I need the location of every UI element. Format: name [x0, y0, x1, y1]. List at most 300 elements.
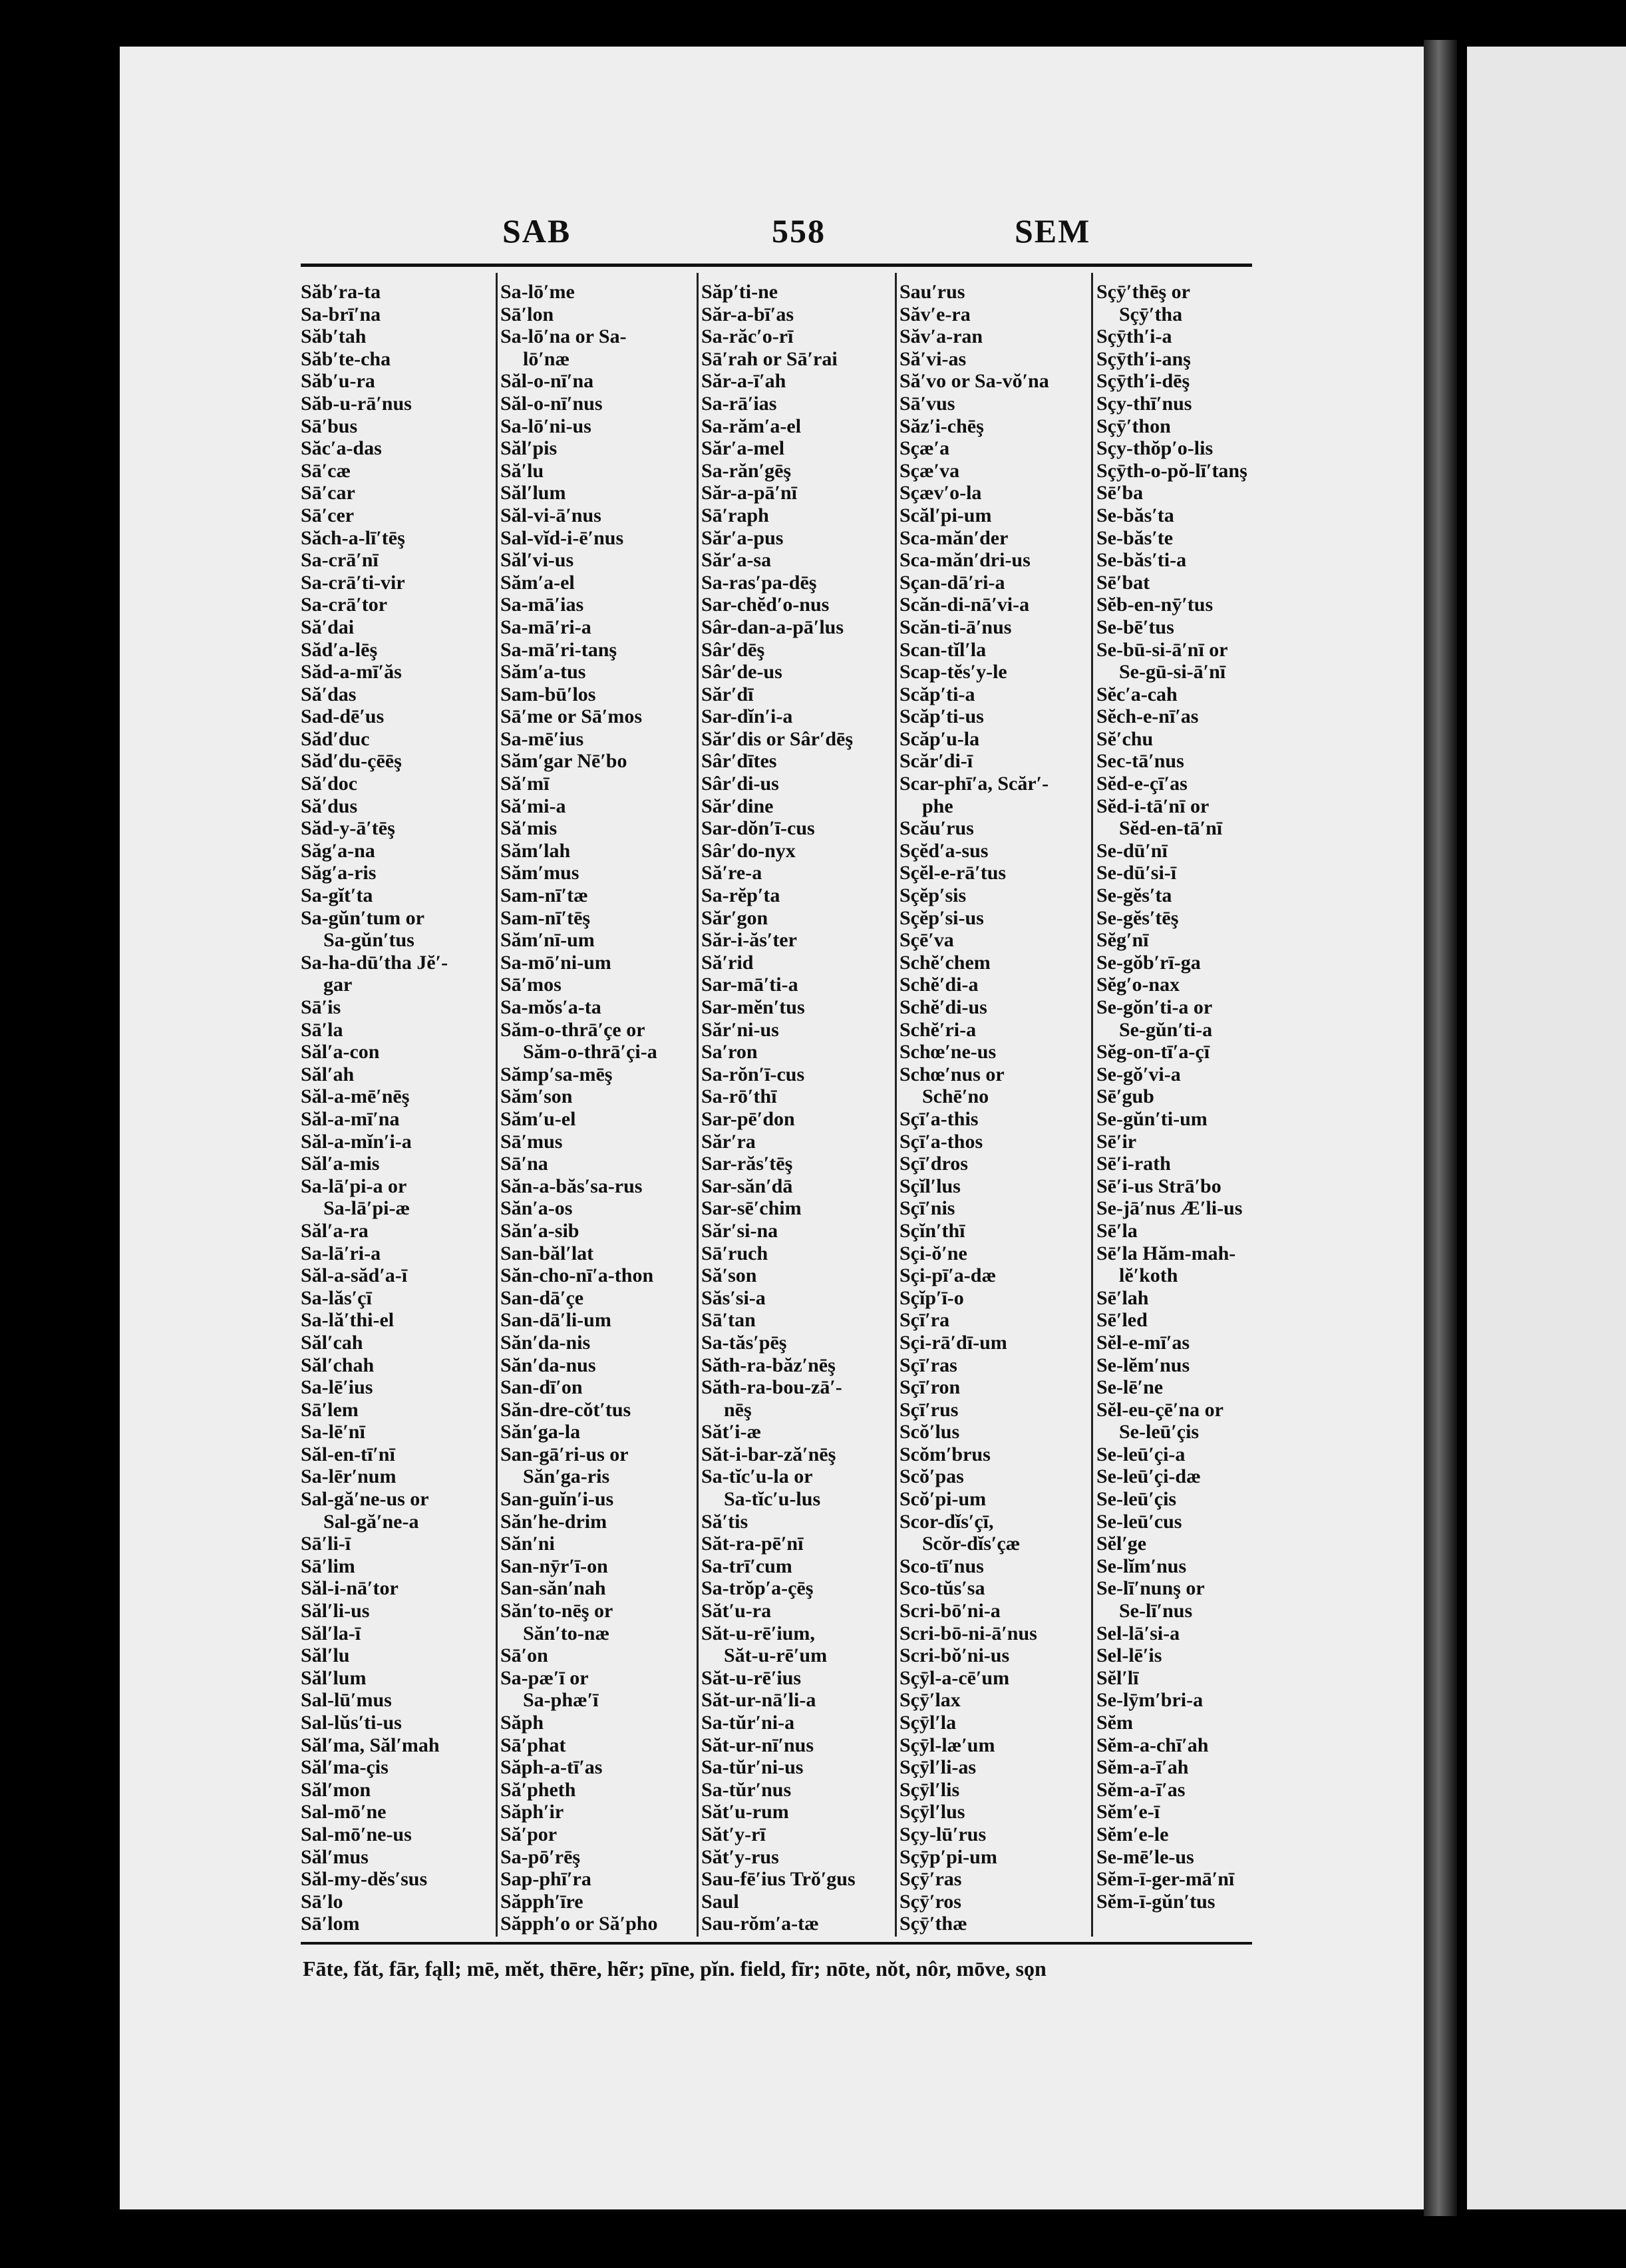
dictionary-entry: Scri-bō′ni-a [899, 1600, 1001, 1622]
dictionary-entry: Se-gŏ′vi-a [1096, 1063, 1181, 1085]
dictionary-entry: Se-băs′ti-a [1096, 549, 1187, 572]
dictionary-entry: Sĕm′e-le [1096, 1823, 1169, 1845]
dictionary-entry: Sā′on [500, 1644, 548, 1667]
dictionary-entry: Sa-lē′nī [301, 1421, 365, 1443]
dictionary-entry: Sa-gŭn′tus [323, 929, 414, 952]
dictionary-entry: Sa-crā′tor [301, 594, 388, 616]
dictionary-entry: Sĕ′chu [1096, 727, 1154, 750]
dictionary-entry: Săph-a-tī′as [500, 1756, 603, 1779]
dictionary-entry: Sē′ir [1096, 1130, 1137, 1153]
dictionary-entry: Săl′ma, Săl′mah [301, 1734, 440, 1756]
dictionary-entry: Să′por [500, 1823, 558, 1845]
dictionary-entry: Săm′a-tus [500, 661, 586, 683]
dictionary-entry: Săt′u-ra [701, 1600, 772, 1622]
dictionary-entry: lō′næ [523, 347, 570, 370]
dictionary-entry: Săm′gar Nē′bo [500, 750, 627, 773]
dictionary-entry: Să′doc [301, 773, 358, 795]
dictionary-entry: Săn′a-sib [500, 1219, 579, 1242]
dictionary-entry: Săg′a-ris [301, 862, 377, 884]
dictionary-entry: Sa-tĭc′u-lus [724, 1488, 821, 1511]
dictionary-entry: Sçȳl′la [899, 1712, 957, 1734]
dictionary-entry: Săs′si-a [701, 1286, 766, 1309]
dictionary-entry: gar [323, 974, 353, 996]
dictionary-entry: Sco-tŭs′sa [899, 1577, 985, 1600]
dictionary-entry: Săl′mon [301, 1778, 371, 1801]
dictionary-entry: Sā′ruch [701, 1242, 768, 1264]
dictionary-entry: Săn′ni [500, 1533, 555, 1555]
dictionary-entry: Scŏ′pi-um [899, 1488, 987, 1511]
dictionary-entry: Sĕg′nī [1096, 929, 1149, 952]
dictionary-entry: Sa-rō′thī [701, 1085, 777, 1108]
dictionary-entry: Sa-răc′o-rī [701, 325, 794, 348]
dictionary-entry: Se-dū′nī [1096, 839, 1168, 862]
dictionary-entry: Sam-bū′los [500, 683, 596, 705]
dictionary-entry: Sa-ha-dū′tha Jĕ′- [301, 951, 448, 974]
dictionary-entry: Saul [701, 1890, 739, 1913]
dictionary-entry: Se-gū-si-ā′nī [1119, 661, 1226, 683]
dictionary-entry: Sĕm-ī-gŭn′tus [1096, 1890, 1216, 1913]
column-4 [899, 281, 1089, 1938]
dictionary-entry: Sā′cer [301, 504, 355, 526]
dictionary-entry: Se-băs′ta [1096, 504, 1174, 526]
dictionary-entry: Sā′raph [701, 504, 769, 526]
dictionary-entry: Săr′dis or Sâr′dēş [701, 727, 854, 750]
dictionary-entry: Sa-lă′thi-el [301, 1309, 395, 1332]
dictionary-entry: Se-lī′nunş or [1096, 1577, 1205, 1600]
dictionary-entry: Sçȳl-a-cē′um [899, 1666, 1010, 1689]
dictionary-entry: Sçȳ′ras [899, 1868, 962, 1891]
dictionary-entry: Săl′pis [500, 437, 558, 460]
dictionary-entry: Sa-rĕp′ta [701, 884, 780, 907]
dictionary-entry: Săd′a-lēş [301, 638, 378, 661]
dictionary-entry: Sçi-pī′a-dæ [899, 1264, 997, 1287]
dictionary-entry: Săl-a-săd′a-ī [301, 1264, 408, 1287]
dictionary-entry: Sĕch-e-nī′as [1096, 705, 1199, 728]
dictionary-entry: Sçȳl′lus [899, 1801, 965, 1823]
dictionary-entry: Sar-sē′chim [701, 1197, 802, 1220]
dictionary-entry: Sĕb-en-nȳ′tus [1096, 594, 1214, 616]
footer-rule [301, 1942, 1252, 1945]
dictionary-entry: Sa-lā′pi-æ [323, 1197, 410, 1220]
dictionary-entry: Se-jā′nus Æ′li-us [1096, 1197, 1243, 1220]
dictionary-entry: Schē′no [922, 1085, 989, 1108]
dictionary-entry: Sâr′de-us [701, 661, 782, 683]
dictionary-entry: Săl′cah [301, 1331, 363, 1354]
dictionary-entry: Sçȳ′thon [1096, 415, 1171, 437]
dictionary-entry: Să′vo or Sa-vŏ′na [899, 370, 1049, 393]
dictionary-entry: Sĕd-en-tā′nī [1119, 817, 1223, 840]
dictionary-entry: Scăn-di-nā′vi-a [899, 594, 1030, 616]
dictionary-entry: Sar-mā′ti-a [701, 974, 798, 996]
dictionary-entry: Săz′i-chēş [899, 415, 984, 437]
dictionary-entry: Sĕm-a-ī′ah [1096, 1756, 1189, 1779]
dictionary-entry: Se-leū′çis [1096, 1488, 1177, 1511]
dictionary-entry: Sçȳth-o-pŏ-lī′tanş [1096, 459, 1247, 482]
dictionary-entry: Săn′a-os [500, 1197, 573, 1220]
dictionary-entry: Scău′rus [899, 817, 974, 840]
dictionary-entry: Sçē′va [899, 929, 954, 952]
dictionary-entry: Săt′y-rī [701, 1823, 766, 1845]
dictionary-entry: Sa-răn′gēş [701, 459, 792, 482]
dictionary-entry: Săr′ni-us [701, 1018, 779, 1041]
dictionary-entry: Se-gŏb′rī-ga [1096, 951, 1201, 974]
dictionary-entry: Sa-tŭr′ni-us [701, 1756, 804, 1779]
dictionary-entry: Să′lu [500, 459, 544, 482]
dictionary-entry: Sçȳth′i-anş [1096, 347, 1191, 370]
dictionary-entry: Se-bē′tus [1096, 616, 1174, 638]
dictionary-entry: Sa-tĭc′u-la or [701, 1465, 813, 1488]
column-1 [301, 281, 492, 1938]
dictionary-entry: Să′mis [500, 817, 558, 840]
dictionary-entry: Săr′dī [701, 683, 754, 705]
dictionary-entry: Sçĕd′a-sus [899, 839, 989, 862]
dictionary-entry: Sçī′a-this [899, 1107, 979, 1130]
dictionary-entry: lĕ′koth [1119, 1264, 1178, 1287]
dictionary-entry: Sçĭl′lus [899, 1175, 961, 1197]
dictionary-entry: Săl-a-mē′nēş [301, 1085, 410, 1108]
dictionary-entry: Sĕm [1096, 1712, 1133, 1734]
dictionary-entry: Se-leū′çis [1119, 1421, 1200, 1443]
dictionary-entry: San-săn′nah [500, 1577, 606, 1600]
dictionary-entry: Sē′lah [1096, 1286, 1149, 1309]
dictionary-entry: San-băl′lat [500, 1242, 594, 1264]
dictionary-entry: Sa′ron [701, 1041, 758, 1063]
dictionary-entry: Sa-mā′ri-a [500, 616, 591, 638]
dictionary-entry: Săv′e-ra [899, 303, 971, 325]
dictionary-entry: Sămp′sa-mēş [500, 1063, 613, 1085]
dictionary-entry: Săt-u-rē′um [724, 1644, 828, 1667]
dictionary-entry: Săr-a-pā′nī [701, 482, 798, 504]
dictionary-entry: Sçī′rus [899, 1398, 959, 1421]
dictionary-entry: Sau′rus [899, 281, 965, 303]
dictionary-entry: Sçȳth′i-a [1096, 325, 1172, 348]
dictionary-entry: Sa-gŭn′tum or [301, 906, 424, 929]
dictionary-entry: Se-gĕs′ta [1096, 884, 1172, 907]
dictionary-entry: Săb′tah [301, 325, 367, 348]
dictionary-entry: Sar-chĕd′o-nus [701, 594, 830, 616]
dictionary-entry: Săch-a-lī′tēş [301, 526, 405, 549]
dictionary-entry: Sĕm′e-ī [1096, 1801, 1160, 1823]
dictionary-entry: Scan-tĭl′la [899, 638, 987, 661]
dictionary-entry: Sa-phæ′ī [523, 1689, 599, 1712]
dictionary-entry: San-dā′çe [500, 1286, 584, 1309]
dictionary-entry: Săt′i-æ [701, 1421, 762, 1443]
dictionary-entry: Sa-mŏs′a-ta [500, 996, 601, 1018]
dictionary-entry: Săl′mus [301, 1845, 369, 1868]
dictionary-entry: San-gā′ri-us or [500, 1443, 629, 1465]
page-number: 558 [772, 212, 826, 250]
dictionary-entry: Sā′lon [500, 303, 554, 325]
dictionary-entry: Sal-gă′ne-a [323, 1510, 419, 1533]
dictionary-entry: San-dā′li-um [500, 1309, 611, 1332]
dictionary-entry: Sçĕp′si-us [899, 906, 984, 929]
dictionary-entry: Sel-lā′si-a [1096, 1622, 1180, 1644]
column-2 [500, 281, 695, 1938]
dictionary-entry: Sau-fē′ius Trŏ′gus [701, 1868, 856, 1891]
dictionary-entry: Sā′lo [301, 1890, 343, 1913]
dictionary-entry: Sar-pē′don [701, 1107, 795, 1130]
dictionary-entry: Să′pheth [500, 1778, 576, 1801]
dictionary-entry: Sçȳp′pi-um [899, 1845, 997, 1868]
dictionary-entry: Săl-o-nī′na [500, 370, 594, 393]
dictionary-entry: Sca-măn′der [899, 526, 1009, 549]
dictionary-entry: Sad-dē′us [301, 705, 385, 728]
dictionary-entry: Schĕ′ri-a [899, 1018, 977, 1041]
dictionary-entry: Sçæv′o-la [899, 482, 982, 504]
dictionary-entry: Sā′mos [500, 974, 562, 996]
dictionary-entry: Sĕc′a-cah [1096, 683, 1178, 705]
dictionary-entry: Sçæ′va [899, 459, 960, 482]
dictionary-entry: Se-lī′nus [1119, 1600, 1193, 1622]
dictionary-entry: Sâr′di-us [701, 773, 779, 795]
dictionary-entry: Sa-trī′cum [701, 1555, 792, 1577]
dictionary-entry: Sal-gă′ne-us or [301, 1488, 429, 1511]
dictionary-entry: Săm′nī-um [500, 929, 595, 952]
dictionary-entry: San-nȳr′ī-on [500, 1555, 608, 1577]
dictionary-entry: Sçȳ′thæ [899, 1913, 967, 1935]
dictionary-entry: Sē′la [1096, 1219, 1138, 1242]
dictionary-entry: Sē′led [1096, 1309, 1148, 1332]
dictionary-entry: Sā′car [301, 482, 355, 504]
dictionary-entry: Sĕl′lī [1096, 1666, 1139, 1689]
dictionary-entry: Săl′ah [301, 1063, 355, 1085]
dictionary-entry: Să′re-a [701, 862, 762, 884]
dictionary-entry: Săl′la-ī [301, 1622, 361, 1644]
dictionary-entry: Se-gŏn′ti-a or [1096, 996, 1213, 1018]
dictionary-entry: Sal-vĭd-i-ē′nus [500, 526, 624, 549]
dictionary-entry: Scăp′ti-us [899, 705, 984, 728]
dictionary-entry: Sĕg-on-tī′a-çī [1096, 1041, 1210, 1063]
dictionary-entry: Săn′ga-ris [523, 1465, 610, 1488]
dictionary-entry: Sĕl′ge [1096, 1533, 1147, 1555]
dictionary-entry: Sĕm-ī-ger-mā′nī [1096, 1868, 1235, 1891]
dictionary-entry: Săr′dine [701, 795, 774, 817]
dictionary-entry: Săr-i-ăs′ter [701, 929, 797, 952]
dictionary-entry: Săp′ti-ne [701, 281, 778, 303]
dictionary-entry: Săn′da-nis [500, 1331, 591, 1354]
column-divider [895, 273, 897, 1937]
dictionary-entry: Sar-răs′tēş [701, 1153, 793, 1175]
dictionary-entry: Sçĭp′ī-o [899, 1286, 964, 1309]
dictionary-entry: Săg′a-na [301, 839, 375, 862]
dictionary-entry: Sçi-rā′dī-um [899, 1331, 1007, 1354]
dictionary-entry: Sçȳ′lax [899, 1689, 961, 1712]
dictionary-entry: Sçæ′a [899, 437, 950, 460]
dictionary-entry: Sā′cæ [301, 459, 351, 482]
dictionary-entry: Sam-nī′tæ [500, 884, 588, 907]
column-divider [496, 273, 498, 1937]
dictionary-entry: Săm′mus [500, 862, 579, 884]
dictionary-entry: Sel-lē′is [1096, 1644, 1162, 1667]
dictionary-entry: Săn-cho-nī′a-thon [500, 1264, 654, 1287]
dictionary-entry: Săm′son [500, 1085, 573, 1108]
dictionary-entry: Sā′me or Sā′mos [500, 705, 642, 728]
dictionary-entry: Săr-a-ī′ah [701, 370, 786, 393]
dictionary-entry: Sa-lē′ius [301, 1376, 373, 1399]
dictionary-entry: Sē′i-rath [1096, 1153, 1171, 1175]
dictionary-entry: Sçan-dā′ri-a [899, 571, 1005, 594]
dictionary-entry: Săl-a-mĭn′i-a [301, 1130, 412, 1153]
dictionary-entry: phe [922, 795, 953, 817]
dictionary-entry: Scăr′di-ī [899, 750, 973, 773]
dictionary-entry: Săl-vi-ā′nus [500, 504, 601, 526]
dictionary-entry: Săb′te-cha [301, 347, 391, 370]
dictionary-entry: Scŏ′pas [899, 1465, 964, 1488]
dictionary-entry: Sā′tan [701, 1309, 756, 1332]
dictionary-entry: Săph [500, 1712, 544, 1734]
dictionary-entry: Sap-phī′ra [500, 1868, 591, 1891]
dictionary-entry: Sa-crā′ti-vir [301, 571, 405, 594]
dictionary-entry: Săd-a-mī′ăs [301, 661, 402, 683]
dictionary-entry: Scap-tĕs′y-le [899, 661, 1007, 683]
dictionary-entry: Să′dus [301, 795, 358, 817]
dictionary-entry: Săc′a-das [301, 437, 382, 460]
dictionary-entry: Se-lĭm′nus [1096, 1555, 1187, 1577]
dictionary-entry: Sçȳ′tha [1119, 303, 1183, 325]
dictionary-entry: Săm′a-el [500, 571, 575, 594]
dictionary-entry: Săpph′o or Să′pho [500, 1913, 658, 1935]
dictionary-entry: Sā′phat [500, 1734, 566, 1756]
dictionary-entry: Săph′ir [500, 1801, 564, 1823]
dictionary-entry: Săl-i-nā′tor [301, 1577, 399, 1600]
dictionary-entry: Săt-i-bar-ză′nēş [701, 1443, 836, 1465]
dictionary-entry: Sa-lō′na or Sa- [500, 325, 627, 348]
dictionary-entry: Sâr′dītes [701, 750, 777, 773]
dictionary-entry: Săm′u-el [500, 1107, 576, 1130]
dictionary-entry: Săm′lah [500, 839, 571, 862]
dictionary-entry: Sar-săn′dā [701, 1175, 793, 1197]
dictionary-entry: Să′tis [701, 1510, 748, 1533]
dictionary-entry: Sal-mō′ne-us [301, 1823, 412, 1845]
dictionary-entry: Sā′lom [301, 1913, 360, 1935]
dictionary-entry: Sā′li-ī [301, 1533, 351, 1555]
dictionary-entry: Sçĭn′thī [899, 1219, 965, 1242]
dictionary-entry: Sā′na [500, 1153, 548, 1175]
dictionary-entry: Sco-tī′nus [899, 1555, 984, 1577]
dictionary-entry: Se-mē′le-us [1096, 1845, 1194, 1868]
dictionary-entry: Sa-rā′ias [701, 392, 777, 415]
dictionary-entry: nēş [724, 1398, 752, 1421]
dictionary-entry: Sa-răm′a-el [701, 415, 802, 437]
dictionary-entry: Săl′a-ra [301, 1219, 369, 1242]
dictionary-entry: Se-lĕm′nus [1096, 1354, 1190, 1376]
dictionary-entry: Scăl′pi-um [899, 504, 992, 526]
dictionary-entry: Să′mi-a [500, 795, 566, 817]
dictionary-entry: Sa-rŏn′ī-cus [701, 1063, 805, 1085]
dictionary-entry: Se-bū-si-ā′nī or [1096, 638, 1228, 661]
dictionary-entry: Sal-lŭs′ti-us [301, 1712, 402, 1734]
dictionary-entry: Săt′y-rus [701, 1845, 779, 1868]
column-divider [1091, 273, 1093, 1937]
dictionary-entry: Sçĕl-e-rā′tus [899, 862, 1007, 884]
dictionary-entry: Să′vi-as [899, 347, 967, 370]
dictionary-entry: Sā′rah or Sā′rai [701, 347, 838, 370]
dictionary-entry: Săd′du-çēēş [301, 750, 402, 773]
dictionary-entry: Schœ′nus or [899, 1063, 1005, 1085]
dictionary-entry: Sē′i-us Strā′bo [1096, 1175, 1221, 1197]
dictionary-entry: Sa-lēr′num [301, 1465, 397, 1488]
dictionary-entry: Săl′lum [301, 1666, 367, 1689]
dictionary-entry: Săr′si-na [701, 1219, 778, 1242]
dictionary-entry: Se-băs′te [1096, 526, 1174, 549]
dictionary-entry: Săn′da-nus [500, 1354, 596, 1376]
dictionary-entry: Sçī′ra [899, 1309, 950, 1332]
column-divider [697, 273, 699, 1937]
dictionary-entry: Se-lȳm′bri-a [1096, 1689, 1204, 1712]
dictionary-entry: Sā′bus [301, 415, 358, 437]
dictionary-entry: Sĕm-a-ī′as [1096, 1778, 1186, 1801]
dictionary-entry: Sec-tā′nus [1096, 750, 1184, 773]
dictionary-entry: Sa-tăs′pēş [701, 1331, 787, 1354]
dictionary-entry: Sar-mĕn′tus [701, 996, 805, 1018]
dictionary-entry: Sâr′do-nyx [701, 839, 796, 862]
dictionary-entry: Sa-lā′pi-a or [301, 1175, 407, 1197]
dictionary-entry: Săv′a-ran [899, 325, 983, 348]
dictionary-entry: Sau-rŏm′a-tæ [701, 1913, 819, 1935]
dictionary-entry: Săth-ra-băz′nēş [701, 1354, 836, 1376]
dictionary-entry: Săd-y-ā′tēş [301, 817, 395, 840]
dictionary-entry: Sâr-dan-a-pā′lus [701, 616, 844, 638]
dictionary-entry: Sā′lem [301, 1398, 359, 1421]
dictionary-entry: Săn′to-nēş or [500, 1600, 613, 1622]
dictionary-entry: Sçī′ras [899, 1354, 957, 1376]
dictionary-entry: Scri-bŏ′ni-us [899, 1644, 1010, 1667]
dictionary-entry: Sçȳl′li-as [899, 1756, 977, 1779]
running-head-left: SAB [502, 212, 571, 250]
dictionary-entry: Sa-mō′ni-um [500, 951, 611, 974]
dictionary-entry: Sa-brī′na [301, 303, 381, 325]
dictionary-entry: Sam-nī′tēş [500, 906, 591, 929]
dictionary-entry: Săl′lum [500, 482, 566, 504]
dictionary-entry: Sar-dĭn′i-a [701, 705, 793, 728]
dictionary-entry: Sā′la [301, 1018, 343, 1041]
dictionary-entry: Sĕm-a-chī′ah [1096, 1734, 1209, 1756]
dictionary-entry: Sa-tŭr′nus [701, 1778, 792, 1801]
dictionary-entry: Se-gĕs′tēş [1096, 906, 1179, 929]
dictionary-entry: Săb-u-rā′nus [301, 392, 412, 415]
dictionary-entry: Sçȳl′lis [899, 1778, 960, 1801]
dictionary-entry: Sa-lăs′çī [301, 1286, 372, 1309]
dictionary-entry: Schĕ′chem [899, 951, 991, 974]
dictionary-entry: Scăp′ti-a [899, 683, 975, 705]
dictionary-entry: Săn-a-băs′sa-rus [500, 1175, 643, 1197]
running-head-right: SEM [1015, 212, 1091, 250]
dictionary-entry: Sĕd-e-çī′as [1096, 773, 1188, 795]
dictionary-entry: Săl′vi-us [500, 549, 574, 572]
dictionary-entry: Sā′vus [899, 392, 955, 415]
dictionary-entry: Săl′a-con [301, 1041, 380, 1063]
dictionary-entry: Sçĕp′sis [899, 884, 967, 907]
dictionary-entry: Săb′ra-ta [301, 281, 381, 303]
column-3 [701, 281, 893, 1938]
dictionary-entry: Sçī′nis [899, 1197, 955, 1220]
facing-page-edge [1467, 47, 1626, 2209]
dictionary-entry: Sa-lō′ni-us [500, 415, 591, 437]
dictionary-entry: Săl′chah [301, 1354, 375, 1376]
dictionary-entry: Sâr′dēş [701, 638, 765, 661]
dictionary-entry: Săt-u-rē′ium, [701, 1622, 815, 1644]
dictionary-entry: Se-gŭn′ti-a [1119, 1018, 1213, 1041]
dictionary-entry: Săr′a-sa [701, 549, 772, 572]
dictionary-entry: Scri-bō-ni-ā′nus [899, 1622, 1037, 1644]
dictionary-entry: Săr-a-bī′as [701, 303, 794, 325]
dictionary-entry: Săl-my-dĕs′sus [301, 1868, 428, 1891]
dictionary-entry: Săb′u-ra [301, 370, 375, 393]
dictionary-entry: Săl′ma-çis [301, 1756, 389, 1779]
dictionary-entry: Săt-ra-pē′nī [701, 1533, 804, 1555]
dictionary-entry: Sçȳ′thēş or [1096, 281, 1190, 303]
dictionary-entry: Săn′to-næ [523, 1622, 610, 1644]
